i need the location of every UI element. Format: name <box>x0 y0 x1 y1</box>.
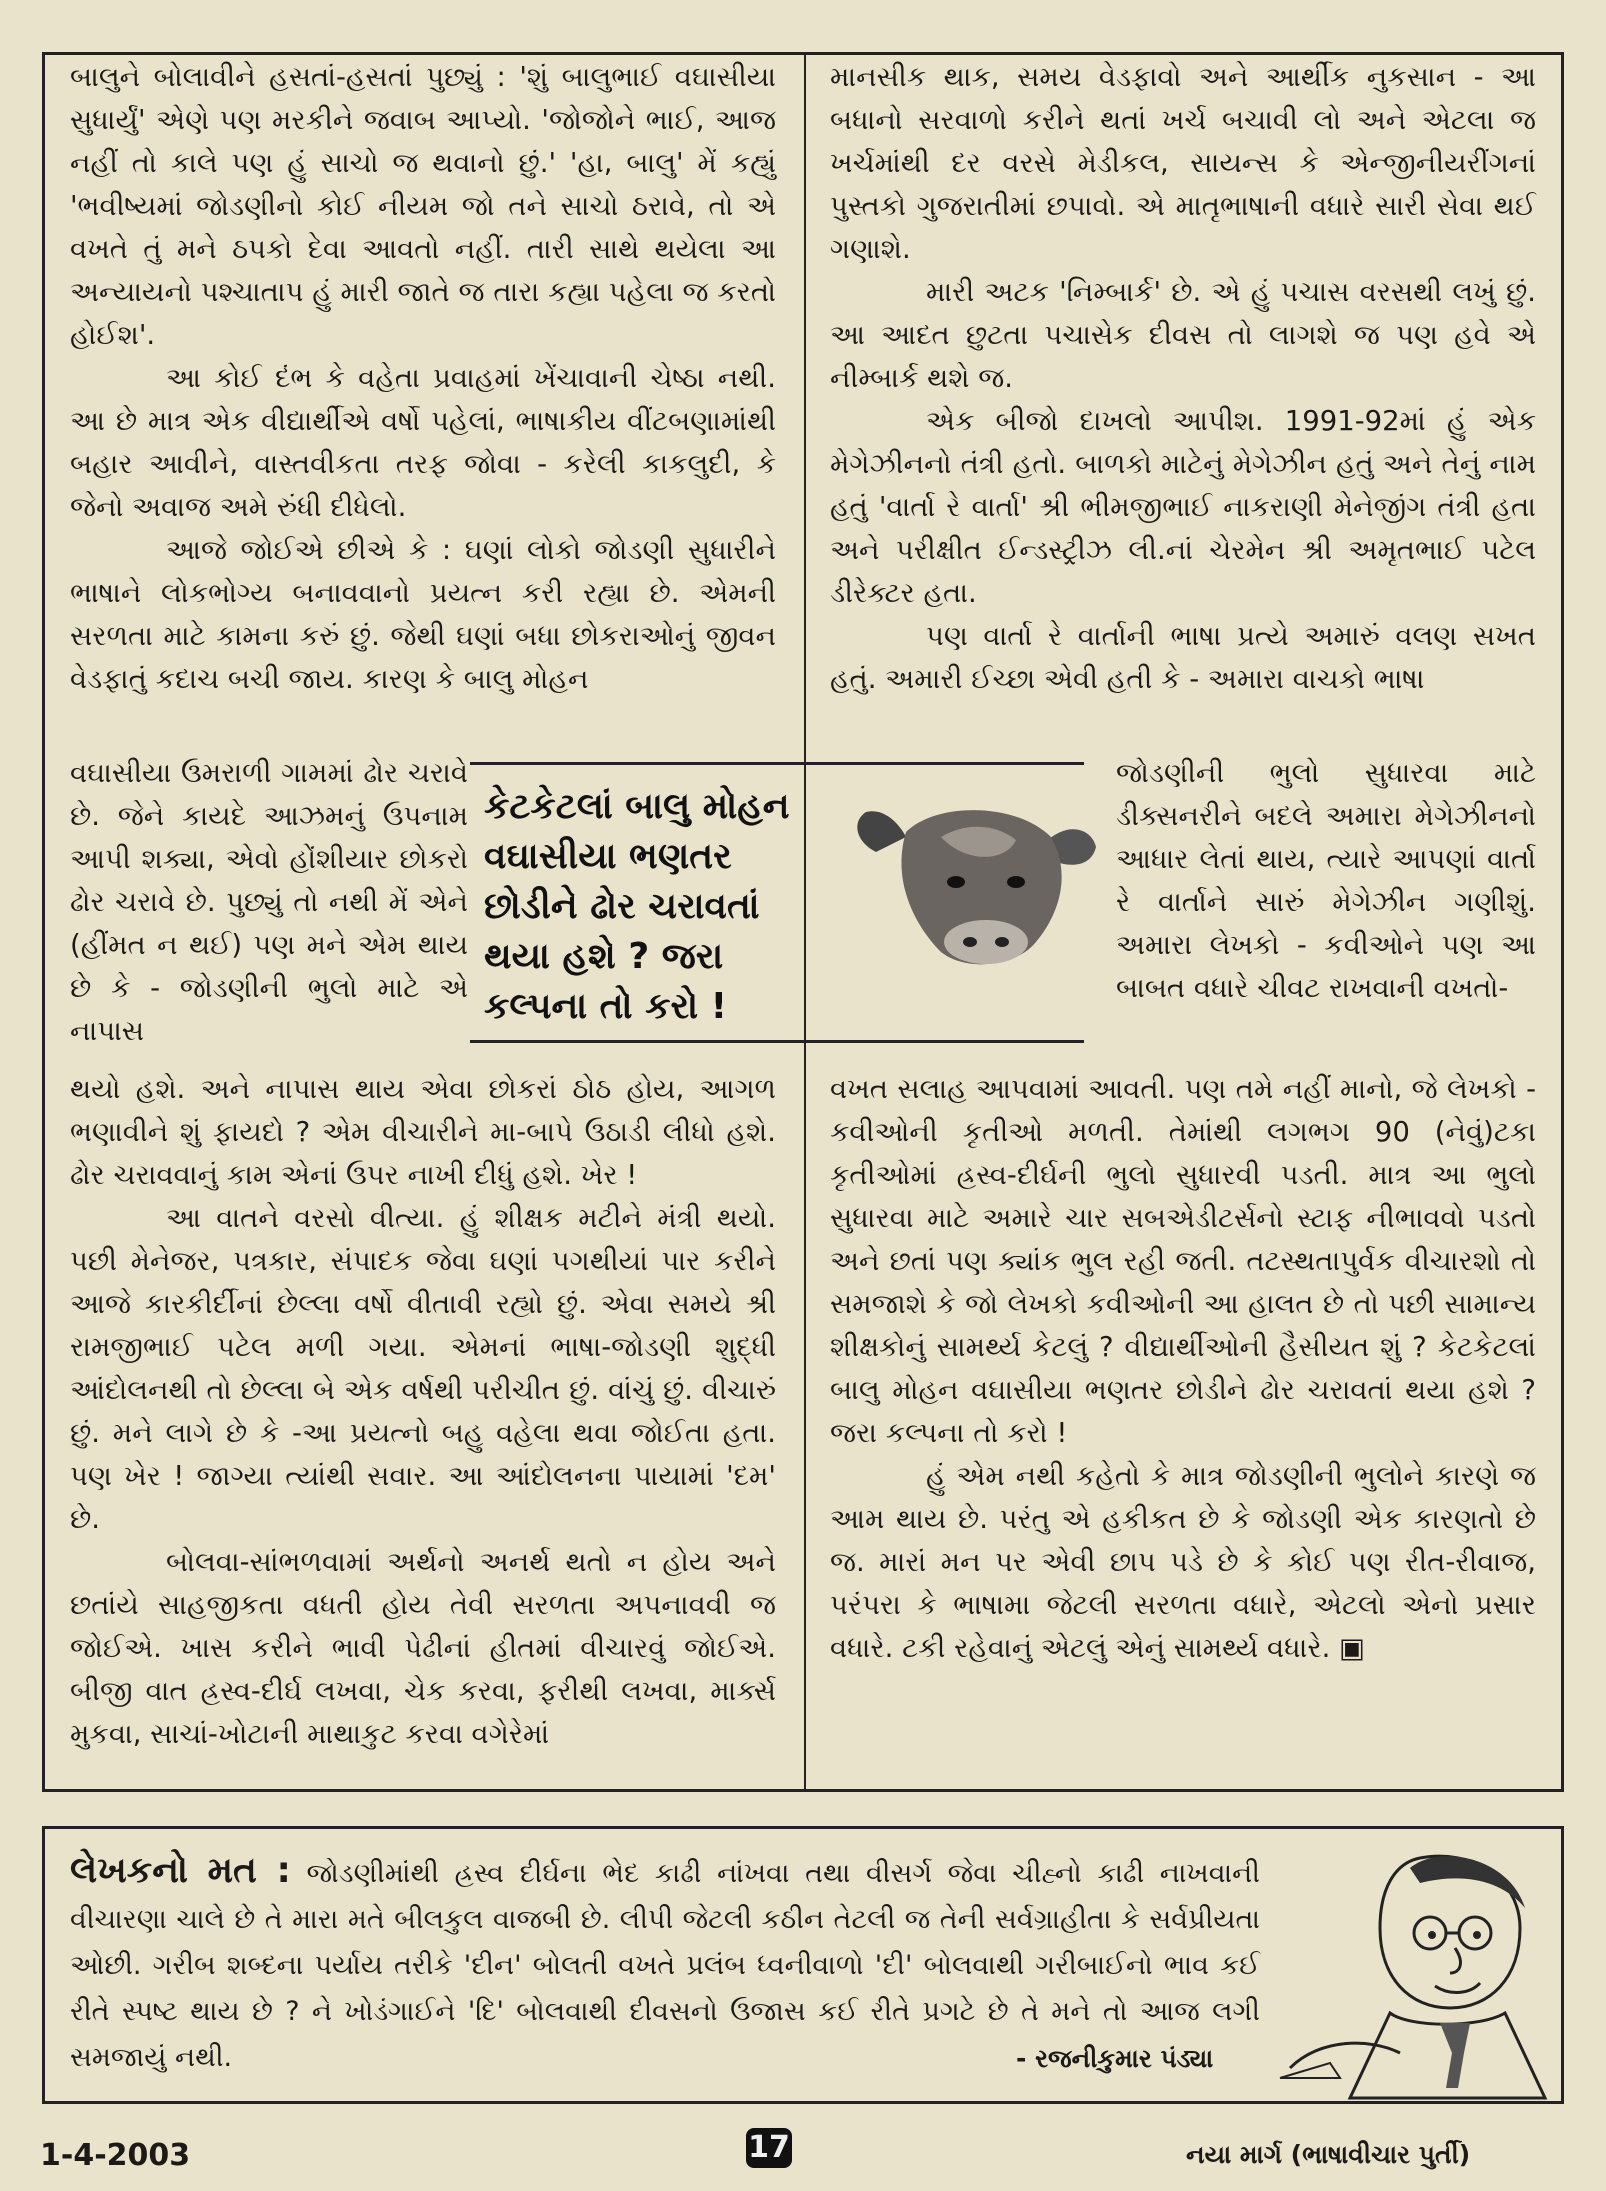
paragraph: થયો હશે. અને નાપાસ થાય એવા છોકરાં ઠોઠ હોય, આગળ ભણાવીને શું ફાયદો ? એમ વીચારીને મા-બાપે ઉઠાડી લીધો હશે. ઢોર ચરાવવાનું કામ એનાં ઉપર નાખી દીધું હશે. ખેર ! <box>70 1073 776 1191</box>
right-column-mid <box>1116 752 1536 1010</box>
paragraph: વખત સલાહ આપવામાં આવતી. પણ તમે નહીં માનો, જે લેખકો - કવીઓની કૃતીઓ મળતી. તેમાંથી લગભગ 90 (નેવું)ટકા કૃતીઓમાં હ્રસ્વ-દીર્ઘની ભુલો સુધારવી પડતી. માત્ર આ ભુલો સુધારવા માટે અમારે ચાર સબએડીટર્સનો સ્ટાફ નીભાવવો પડતો અને છતાં પણ ક્યાંક ભુલ રહી જતી. તટસ્થતાપુર્વક વીચારશો તો સમજાશે કે જો લેખકો કવીઓની આ હાલત છે તો પછી સામાન્ય શીક્ષકોનું સામર્થ્ય કેટલું ? વીદ્યાર્થીઓની હૈસીયત શું ? કેટકેટલાં બાલુ મોહન વઘાસીયા ભણતર છોડીને ઢોર ચરાવતાં થયા હશે ? જરા કલ્પના તો કરો ! <box>830 1073 1536 1449</box>
author-caricature <box>1270 1838 1560 2100</box>
page-number: 17 <box>746 2128 792 2168</box>
pull-quote-line: થયા હશે ? જરા <box>484 936 724 977</box>
pull-quote-line: કલ્પના તો કરો ! <box>484 986 728 1027</box>
paragraph: બાલુને બોલાવીને હસતાં-હસતાં પુછ્યું : 'શું બાલુભાઈ વઘાસીયા સુધાર્યું' એણે પણ મરકીને જવાબ આપ્યો. 'જોજોને ભાઈ, આજ નહીં તો કાલે પણ હું સાચો જ થવાનો છું.' 'હા, બાલુ' મેં કહ્યું 'ભવીષ્યમાં જોડણીનો કોઈ નીયમ જો તને સાચો ઠરાવે, તો એ વખતે તું મને ઠપકો દેવા આવતો નહીં. તારી સાથે થયેલા આ અન્યાયનો પશ્ચાતાપ હું મારી જાતે જ તારા કહ્યા પહેલા જ કરતો હોઈશ'. <box>70 61 776 351</box>
pull-quote-line: વઘાસીયા ભણતર <box>484 836 732 877</box>
paragraph: આજે જોઈએ છીએ કે : ઘણાં લોકો જોડણી સુધારીને ભાષાને લોકભોગ્ય બનાવવાનો પ્રયત્ન કરી રહ્યા છે. એમની સરળતા માટે કામના કરું છું. જેથી ઘણાં બધા છોકરાઓનું જીવન વેડફાતું કદાચ બચી જાય. કારણ કે બાલુ મોહન <box>70 534 776 695</box>
paragraph: આ કોઈ દંભ કે વહેતા પ્રવાહમાં ખેંચાવાની ચેષ્ઠા નથી. આ છે માત્ર એક વીદ્યાર્થીએ વર્ષો પહેલાં, ભાષાકીય વીંટબણામાંથી બહાર આવીને, વાસ્તવીકતા તરફ જોવા - કરેલી કાકલુદી, કે જેનો અવાજ અમે રુંધી દીધેલો. <box>70 362 776 523</box>
left-column-top <box>70 56 776 701</box>
paragraph: બોલવા-સાંભળવામાં અર્થનો અનર્થ થતો ન હોય અને છતાંયે સાહજીકતા વધતી હોય તેવી સરળતા અપનાવવી જ જોઈએ. ખાસ કરીને ભાવી પેઢીનાં હીતમાં વીચારવું જોઈએ. બીજી વાત હ્રસ્વ-દીર્ઘ લખવા, ચેક કરવા, ફરીથી લખવા, માર્ક્સ મુકવા, સાચાં-ખોટાની માથાકુટ કરવા વગેરેમાં <box>70 1546 776 1750</box>
author-opinion-heading: લેખકનો મત : <box>70 1850 291 1891</box>
left-column-mid <box>70 752 468 1053</box>
paragraph: મારી અટક 'નિમ્બાર્ક' છે. એ હું પચાસ વરસથી લખું છું. આ આદત છુટતા પચાસેક દીવસ તો લાગશે જ પણ હવે એ નીમ્બાર્ક થશે જ. <box>830 276 1536 394</box>
paragraph: માનસીક થાક, સમય વેડફાવો અને આર્થીક નુકસાન - આ બધાનો સરવાળો કરીને થતાં ખર્ચ બચાવી લો અને એટલા જ ખર્ચમાંથી દર વરસે મેડીકલ, સાયન્સ કે એન્જીનીયરીંગનાં પુસ્તકો ગુજરાતીમાં છપાવો. એ માતૃભાષાની વધારે સારી સેવા થઈ ગણાશે. <box>830 61 1536 265</box>
author-signature: - રજનીકુમાર પંડ્યા <box>1016 2044 1214 2073</box>
pull-quote-bottom-rule <box>470 1040 1084 1043</box>
publication-name: નયા માર્ગ (ભાષાવીચાર પુર્તી) <box>1186 2140 1471 2169</box>
end-mark-icon: ▣ <box>1330 1632 1366 1664</box>
cow-illustration <box>846 782 1106 982</box>
paragraph: વઘાસીયા ઉમરાળી ગામમાં ઢોર ચરાવે છે. જેને કાયદે આઝમનું ઉપનામ આપી શક્યા, એવો હોંશીયાર છોકરો ઢોર ચરાવે છે. પુછ્યું તો નથી મેં એને (હીંમત ન થઈ) પણ મને એમ થાય છે કે - જોડણીની ભુલો માટે એ નાપાસ <box>70 757 468 1047</box>
right-column-bottom <box>830 1068 1536 1670</box>
paragraph: આ વાતને વરસો વીત્યા. હું શીક્ષક મટીને મંત્રી થયો. પછી મેનેજર, પત્રકાર, સંપાદક જેવા ઘણાં પગથીયાં પાર કરીને આજે કારકીર્દીનાં છેલ્લા વર્ષો વીતાવી રહ્યો છું. એવા સમયે શ્રી રામજીભાઈ પટેલ મળી ગયા. એમનાં ભાષા-જોડણી શુદ્ધી આંદોલનથી તો છેલ્લા બે એક વર્ષથી પરીચીત છું. વાંચું છું. વીચારું છું. મને લાગે છે કે -આ પ્રયત્નો બહુ વહેલા થવા જોઈતા હતા. પણ ખેર ! જાગ્યા ત્યાંથી સવાર. આ આંદોલનના પાયામાં 'દમ' છે. <box>70 1202 776 1535</box>
paragraph: જોડણીની ભુલો સુધારવા માટે ડીક્સનરીને બદલે અમારા મેગેઝીનનો આધાર લેતાં થાય, ત્યારે આપણાં વાર્તા રે વાર્તાને સારું મેગેઝીન ગણીશું. અમારા લેખકો - કવીઓને પણ આ બાબત વધારે ચીવટ રાખવાની વખતો- <box>1116 757 1536 1004</box>
pull-quote-line: કેટકેટલાં બાલુ મોહન <box>484 786 790 827</box>
issue-date: 1-4-2003 <box>40 2138 191 2173</box>
paragraph: એક બીજો દાખલો આપીશ. 1991-92માં હું એક મેગેઝીનનો તંત્રી હતો. બાળકો માટેનું મેગેઝીન હતું અને તેનું નામ હતું 'વાર્તા રે વાર્તા' શ્રી ભીમજીભાઈ નાકરાણી મેનેજીંગ તંત્રી હતા અને પરીક્ષીત ઈન્ડસ્ટ્રીઝ લી.નાં ચેરમેન શ્રી અમૃતભાઈ પટેલ ડીરેક્ટર હતા. <box>830 405 1536 609</box>
author-opinion-body: જોડણીમાંથી હ્રસ્વ દીર્ઘના ભેદ કાઢી નાંખવા તથા વીસર્ગ જેવા ચીહ્નો કાઢી નાખવાની વીચારણા ચાલે છે તે મારા મતે બીલકુલ વાજબી છે. લીપી જેટલી કઠીન તેટલી જ તેની સર્વગ્રાહીતા કે સર્વપ્રીયતા ઓછી. ગરીબ શબ્દના પર્યાય તરીકે 'દીન' બોલતી વખતે પ્રલંબ ધ્વનીવાળો 'દી' બોલવાથી ગરીબાઈનો ભાવ કઈ રીતે સ્પષ્ટ થાય છે ? ને ખોડંગાઈને 'દિ' બોલવાથી દીવસનો ઉજાસ કઈ રીતે પ્રગટે છે તે મને તો આજ લગી સમજાયું નથી. <box>70 1858 1260 2073</box>
paragraph: હું એમ નથી કહેતો કે માત્ર જોડણીની ભુલોને કારણે જ આમ થાય છે. પરંતુ એ હકીકત છે કે જોડણી એક કારણતો છે જ. મારાં મન પર એવી છાપ પડે છે કે કોઈ પણ રીત-રીવાજ, પરંપરા કે ભાષામા જેટલી સરળતા વધારે, એટલો એનો પ્રસાર વધારે. ટકી રહેવાનું એટલું એનું સામર્થ્ય વધારે. ▣ <box>830 1460 1536 1664</box>
right-column-top <box>830 56 1536 701</box>
left-column-bottom <box>70 1068 776 1756</box>
pull-quote-top-rule <box>470 762 1084 765</box>
pull-quote-line: છોડીને ઢોર ચરાવતાં <box>484 886 760 927</box>
paragraph: પણ વાર્તા રે વાર્તાની ભાષા પ્રત્યે અમારું વલણ સખત હતું. અમારી ઈચ્છા એવી હતી કે - અમારા વાચકો ભાષા <box>830 620 1536 695</box>
pull-quote <box>484 782 884 1032</box>
